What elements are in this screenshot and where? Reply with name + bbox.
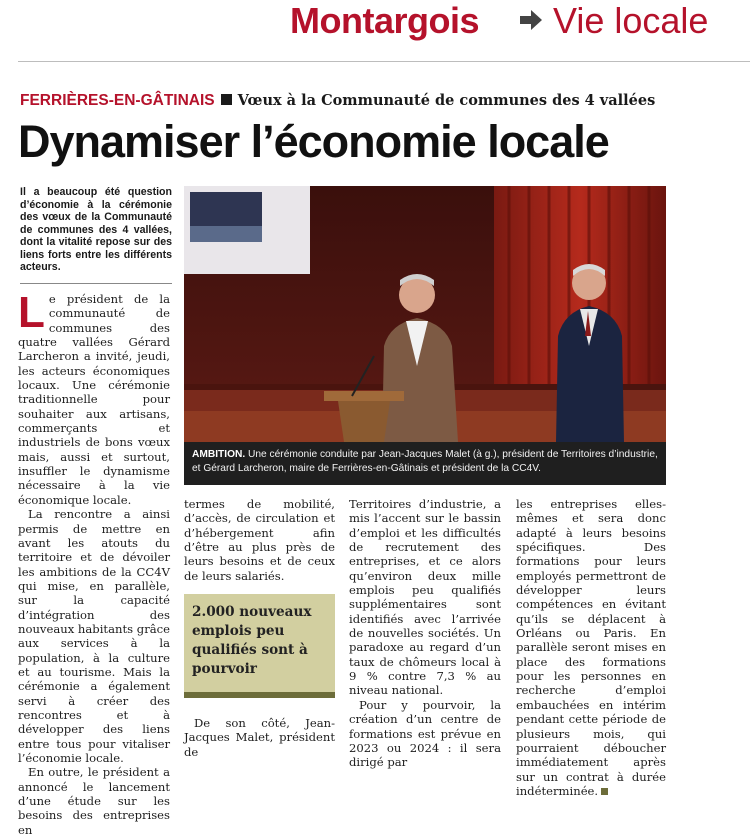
article-lead: Il a beaucoup été question d’économie à la cérémonie des vœux de la Communauté de communes des 4 vallées, dont la vitalité repose sur des liens forts entre les différents acteurs.	[20, 186, 172, 273]
kicker	[20, 92, 655, 110]
drop-cap: L	[18, 288, 45, 337]
text-column-4	[516, 497, 666, 798]
header-divider	[18, 61, 750, 62]
body-paragraph: les entreprises elles-mêmes et sera donc adapté à leurs besoins spécifiques. Des formations pour leurs employés permettront de développer leurs compétences en évitant qu’ils se déplacent à Orléans ou Paris. En parallèle seront mises en place des formations pour les personnes en recherche d’emploi embauchées en intérim pendant cette période de plusieurs mois, qui pourraient déboucher immédiatement après sur un contrat à durée indéterminée.	[516, 497, 666, 798]
text-column-1	[18, 288, 170, 837]
photo-illustration	[184, 186, 666, 442]
text-column-2-bottom	[184, 716, 335, 759]
text-column-2	[184, 497, 335, 583]
body-paragraph: termes de mobilité, d’accès, de circulation et d’hébergement afin d’être au plus près de leurs besoins et de ceux de leurs salariés.	[184, 497, 335, 583]
photo-caption	[184, 442, 666, 485]
body-paragraph: e président de la communauté de communes des quatre vallées Gérard Larcheron a invité, jeudi, les acteurs économiques locaux. Une cérémonie traditionnelle pour souhaiter aux artisans, commerçants et industriels de bons vœux mais, aussi et surtout, insuffler le dynamisme nécessaire à la vie économique locale.	[18, 292, 170, 507]
pull-quote-text: 2.000 nouveaux emplois peu qualifiés sont à pourvoir	[192, 604, 312, 677]
kicker-town: FERRIÈRES-EN-GÂTINAIS	[20, 92, 215, 109]
article-photo	[184, 186, 666, 442]
caption-lead: AMBITION.	[192, 449, 246, 460]
pull-quote-bar	[184, 692, 335, 698]
caption-text: Une cérémonie conduite par Jean-Jacques Malet (à g.), président de Territoires d’industrie, et Gérard Larcheron, maire de Ferrières-en-Gâtinais et président de la CC4V.	[192, 449, 658, 474]
text-column-3	[349, 497, 501, 770]
lead-divider	[20, 283, 172, 284]
body-paragraph: En outre, le président a annoncé le lancement d’une étude sur les besoins des entreprises en	[18, 765, 170, 837]
kicker-text: Vœux à la Communauté de communes des 4 vallées	[237, 92, 656, 109]
arrow-right-icon	[518, 8, 544, 32]
square-bullet-icon	[221, 94, 232, 105]
end-of-article-icon	[601, 788, 608, 795]
section-title: Montargois	[290, 0, 479, 41]
body-paragraph: De son côté, Jean-Jacques Malet, président de	[184, 716, 335, 759]
body-paragraph: La rencontre a ainsi permis de mettre en avant les atouts du territoire et de dévoiler les ambitions de la CC4V qui mise, en parallèle, sur la capacité d’intégration des nouveaux habitants grâce aux services à la population, à la culture et au tourisme. Mais la cérémonie a également servi à créer des rencontres et à développer des liens entre tous pour vitaliser l’économie locale.	[18, 507, 170, 765]
body-paragraph: Pour y pourvoir, la création d’un centre de formations est prévue en 2023 ou 2024 : il sera dirigé par	[349, 697, 501, 770]
page-header	[0, 0, 750, 56]
pull-quote	[184, 594, 335, 698]
article-headline: Dynamiser l’économie locale	[18, 116, 609, 167]
body-paragraph: Territoires d’industrie, a mis l’accent sur le bassin d’emploi et les difficultés de recrutement des entreprises, et ce alors qu’environ deux mille emplois peu qualifiés supplémentaires sont identifiés avec l’arrivée de nouvelles sociétés. Un paradoxe au regard d’un taux de chômeurs local à 9 % contre 7,3 % au niveau national.	[349, 497, 501, 698]
subsection-title: Vie locale	[553, 0, 709, 41]
